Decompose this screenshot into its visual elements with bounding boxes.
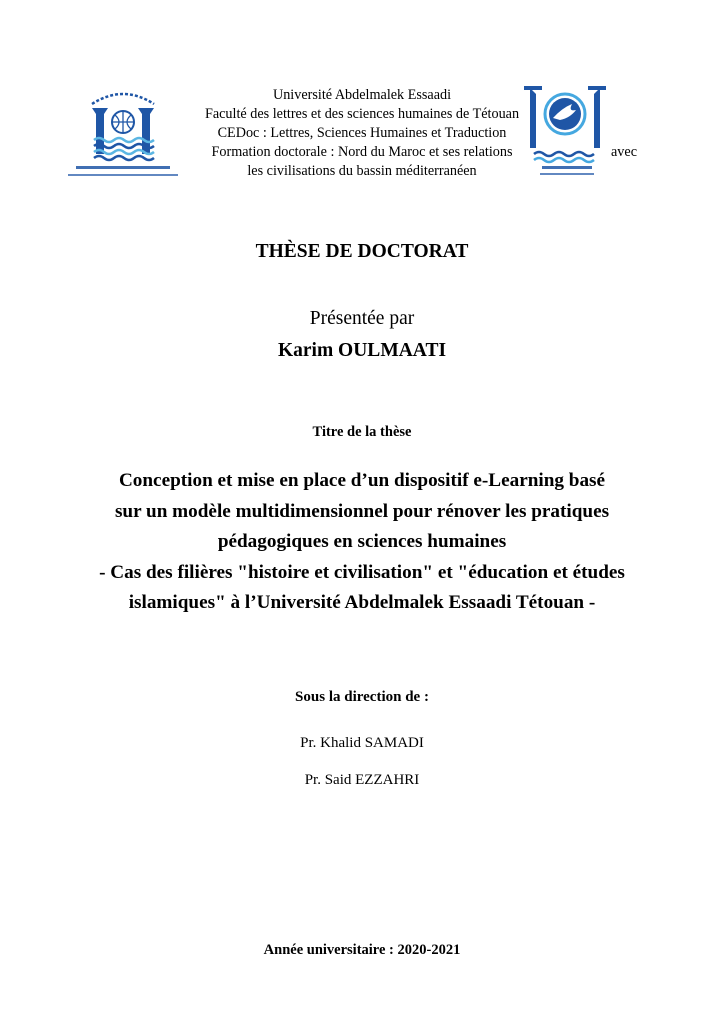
header-avec: avec — [611, 144, 637, 160]
author-name: Karim OULMAATI — [277, 340, 447, 361]
thesis-heading: THÈSE DE DOCTORAT — [255, 241, 469, 262]
presented-by-label: Présentée par — [309, 308, 415, 329]
thesis-title — [0, 466, 724, 619]
faculty-logo-emblem — [62, 82, 184, 186]
thesis-title-line: - Cas des filières "histoire et civilisation" et "éducation et études — [99, 561, 625, 583]
thesis-title-line: sur un modèle multidimensionnel pour rénover les pratiques — [114, 500, 610, 522]
thesis-title-label: Titre de la thèse — [312, 424, 412, 440]
thesis-title-line: islamiques" à l’Université Abdelmalek Essaadi Tétouan - — [128, 592, 596, 613]
header-line-cedoc: CEDoc : Lettres, Sciences Humaines et Traduction — [217, 125, 507, 141]
academic-year: Année universitaire : 2020-2021 — [263, 942, 461, 958]
faculty-logo — [62, 82, 184, 186]
header-line-faculty: Faculté des lettres et des sciences humaines de Tétouan — [204, 106, 520, 122]
institution-header — [180, 86, 544, 181]
supervisor-name: Pr. Khalid SAMADI — [300, 735, 424, 751]
header-line-university: Université Abdelmalek Essaadi — [272, 87, 452, 103]
header-line-doctoral-program: Formation doctorale : Nord du Maroc et ses relations — [211, 144, 513, 160]
thesis-title-line: Conception et mise en place d’un dispositif e-Learning basé — [118, 470, 606, 491]
supervisor-name: Pr. Said EZZAHRI — [304, 772, 420, 788]
direction-label: Sous la direction de : — [295, 689, 429, 705]
header-line-civilisations: les civilisations du bassin méditerranéen — [247, 163, 477, 179]
thesis-title-line: pédagogiques en sciences humaines — [217, 531, 507, 552]
